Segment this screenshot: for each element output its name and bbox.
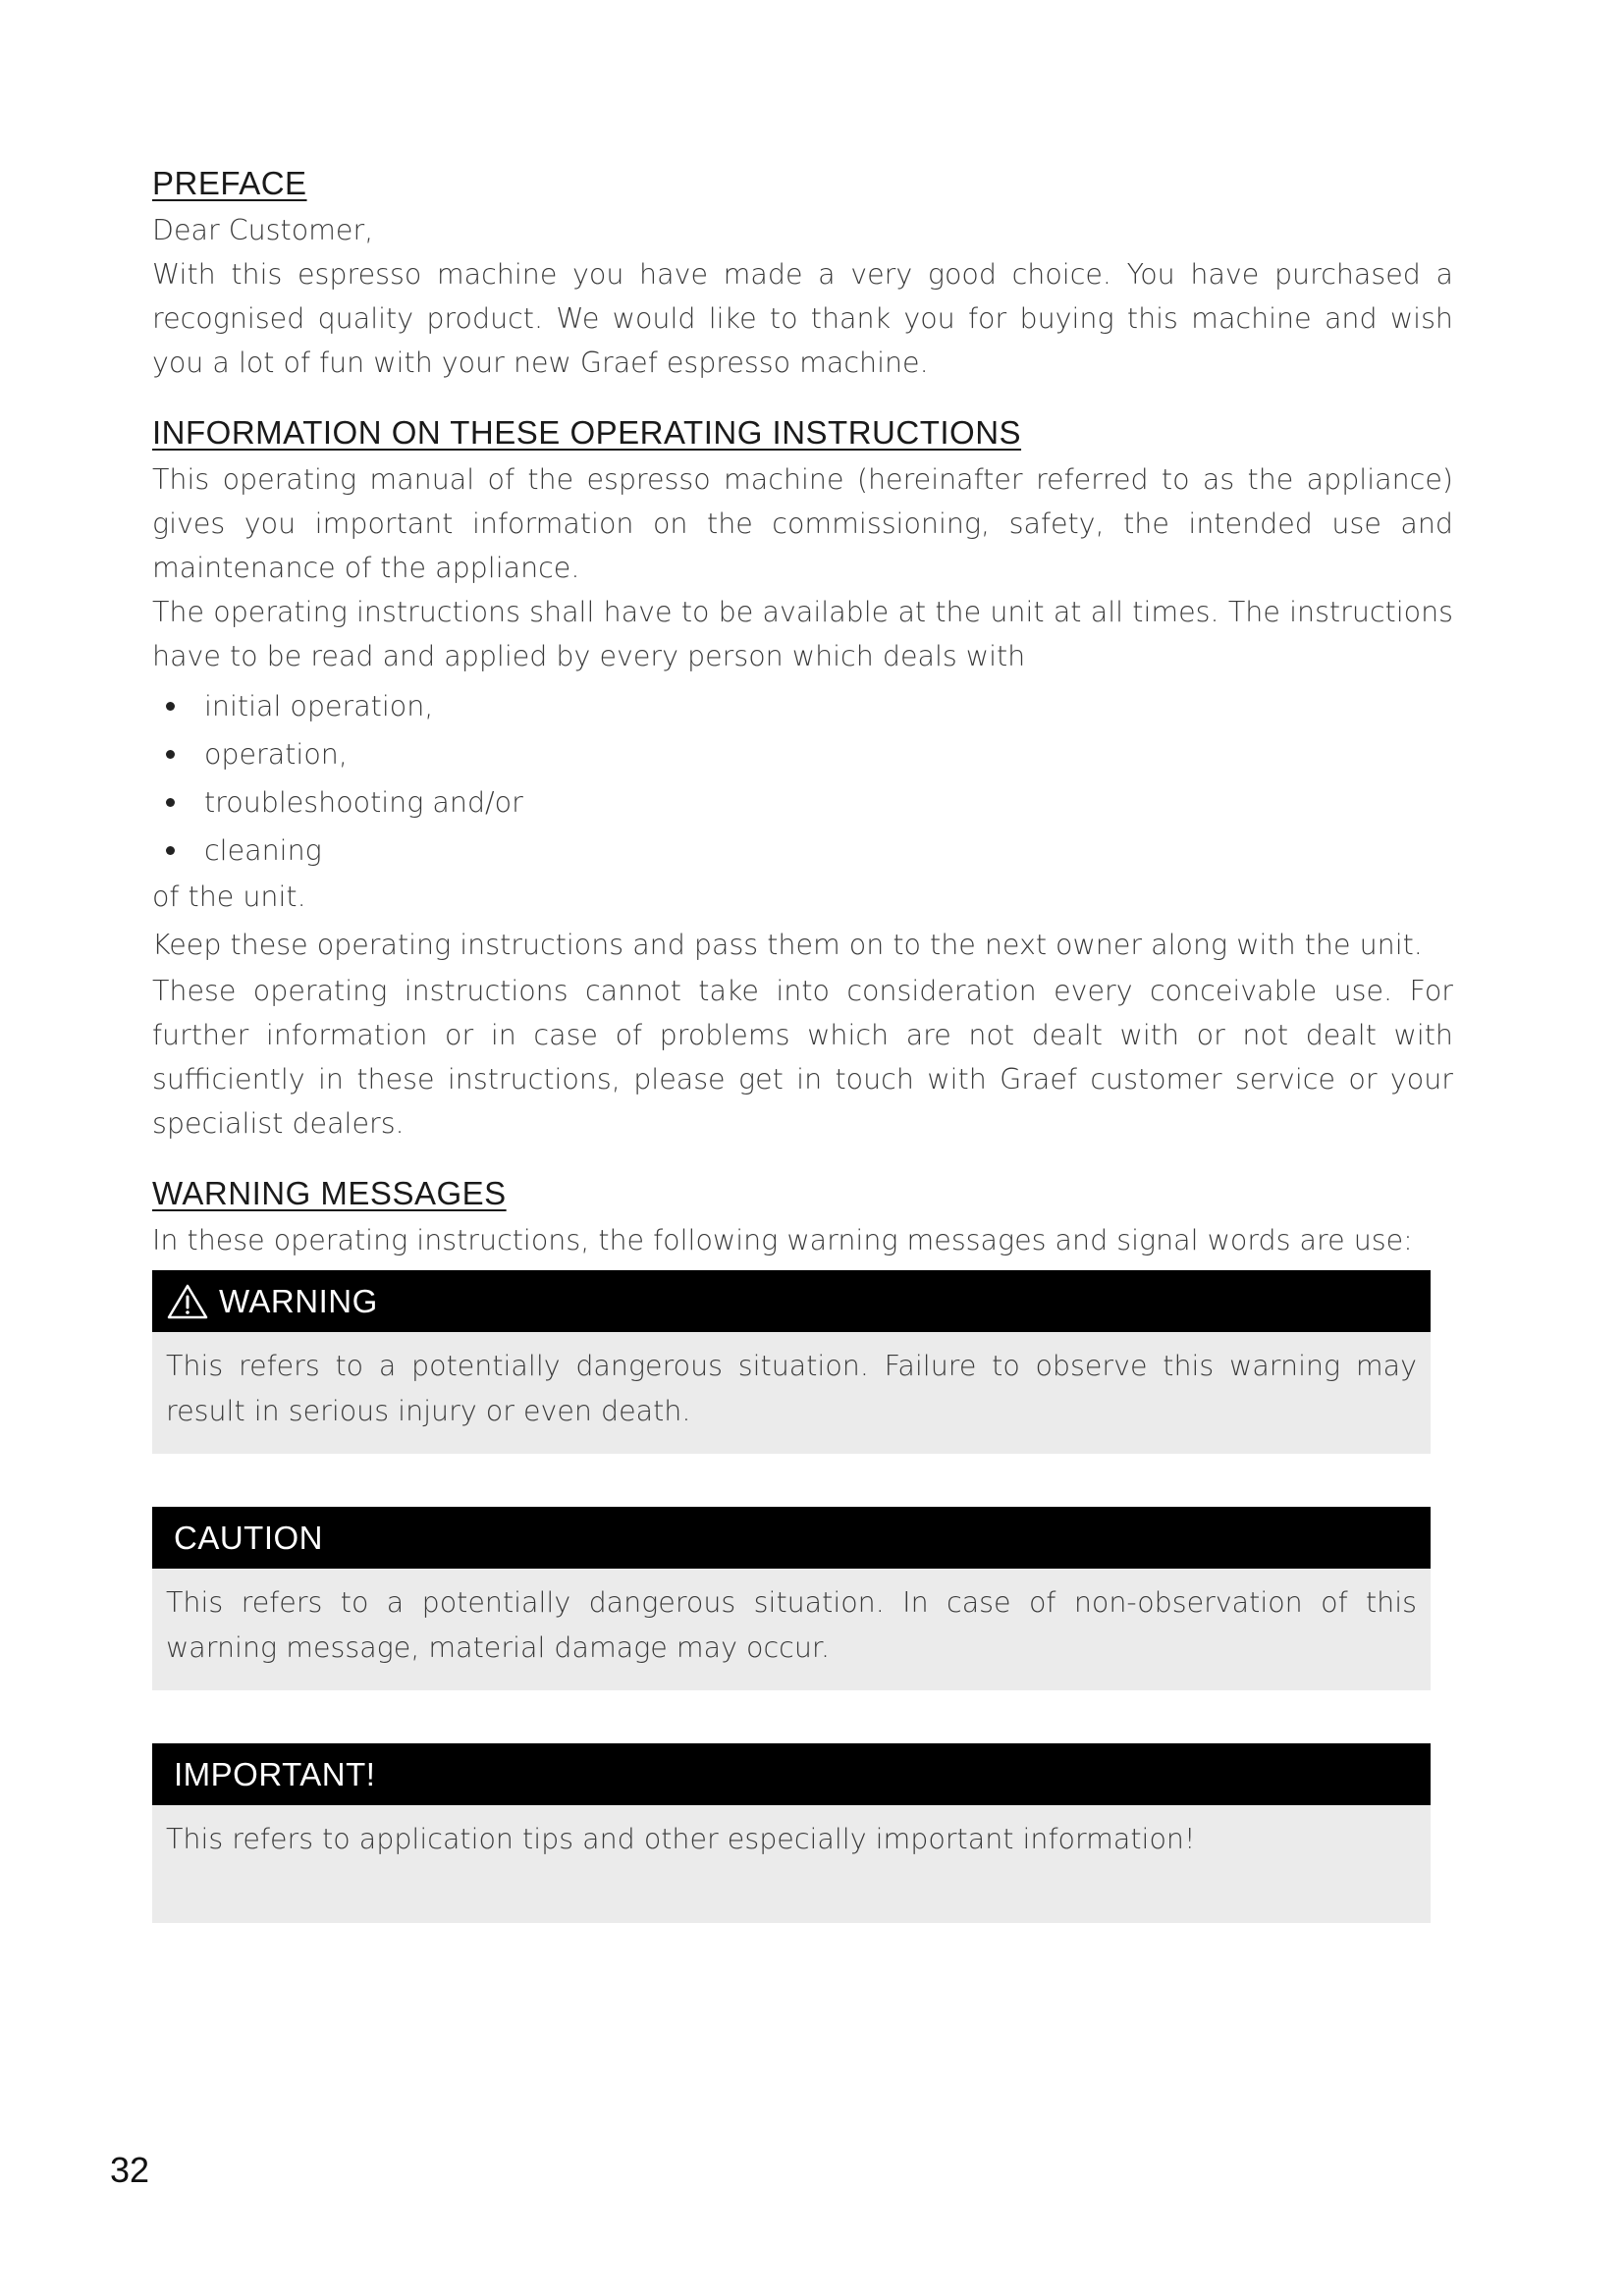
list-item — [152, 682, 1453, 730]
page-number: 32 — [110, 2150, 150, 2190]
warning-notice-header — [152, 1270, 1431, 1332]
important-notice-body: This refers to application tips and other especially important information! — [152, 1805, 1431, 1923]
bullet-icon — [166, 702, 175, 711]
important-notice — [152, 1743, 1431, 1923]
after-bullets-text: of the unit. — [152, 881, 306, 913]
information-paragraph-1: This operating manual of the espresso machine (hereinafter referred to as the appliance) gives you important information on the commissioning, safety, the intended use and maintenance of the appliance. — [152, 463, 1453, 584]
list-item-text: operation, — [204, 738, 348, 771]
preface-heading: PREFACE — [152, 165, 307, 201]
caution-notice-body: This refers to a potentially dangerous situation. In case of non-observation of this warning message, material damage may occur. — [152, 1569, 1431, 1690]
list-item-text: troubleshooting and/or — [204, 786, 523, 819]
important-notice-header — [152, 1743, 1431, 1805]
warning-triangle-icon — [166, 1283, 209, 1320]
warning-messages-intro: In these operating instructions, the following warning messages and signal words are use: — [152, 1224, 1413, 1256]
list-item-text: cleaning — [204, 834, 322, 867]
information-heading: INFORMATION ON THESE OPERATING INSTRUCTIONS — [152, 414, 1022, 451]
warning-messages-section — [152, 1175, 1453, 1262]
information-paragraph-3: Keep these operating instructions and pass them on to the next owner along with the unit. — [152, 929, 1423, 961]
caution-notice-title: CAUTION — [174, 1519, 323, 1556]
information-paragraph-2: The operating instructions shall have to be available at the unit at all times. The instructions have to be read and applied by every person which deals with — [152, 596, 1453, 672]
important-notice-title: IMPORTANT! — [174, 1755, 376, 1792]
bullet-icon — [166, 750, 175, 759]
warning-notice — [152, 1270, 1431, 1454]
list-item — [152, 827, 1453, 875]
bullet-icon — [166, 798, 175, 807]
bullet-list — [152, 682, 1453, 875]
manual-page — [152, 165, 1453, 1976]
warning-messages-heading: WARNING MESSAGES — [152, 1175, 507, 1211]
list-item — [152, 730, 1453, 778]
caution-notice — [152, 1507, 1431, 1690]
warning-notice-body: This refers to a potentially dangerous situation. Failure to observe this warning may result in serious injury or even death. — [152, 1332, 1431, 1454]
list-item-text: initial operation, — [204, 690, 434, 722]
information-section — [152, 414, 1453, 1146]
preface-section — [152, 165, 1453, 385]
warning-notice-title: WARNING — [219, 1282, 378, 1319]
bullet-icon — [166, 846, 175, 855]
information-paragraph-4: These operating instructions cannot take into consideration every conceivable use. For further information or in case of problems which are not dealt with or not dealt with sufficiently in these instructions, please get in touch with Graef customer service or your specialist dealers. — [152, 975, 1453, 1140]
caution-notice-header — [152, 1507, 1431, 1569]
preface-body: With this espresso machine you have made a very good choice. You have purchased a recognised quality product. We would like to thank you for buying this machine and wish you a lot of fun with your new Graef espresso machine. — [152, 258, 1453, 379]
salutation: Dear Customer, — [152, 214, 374, 246]
list-item — [152, 778, 1453, 827]
